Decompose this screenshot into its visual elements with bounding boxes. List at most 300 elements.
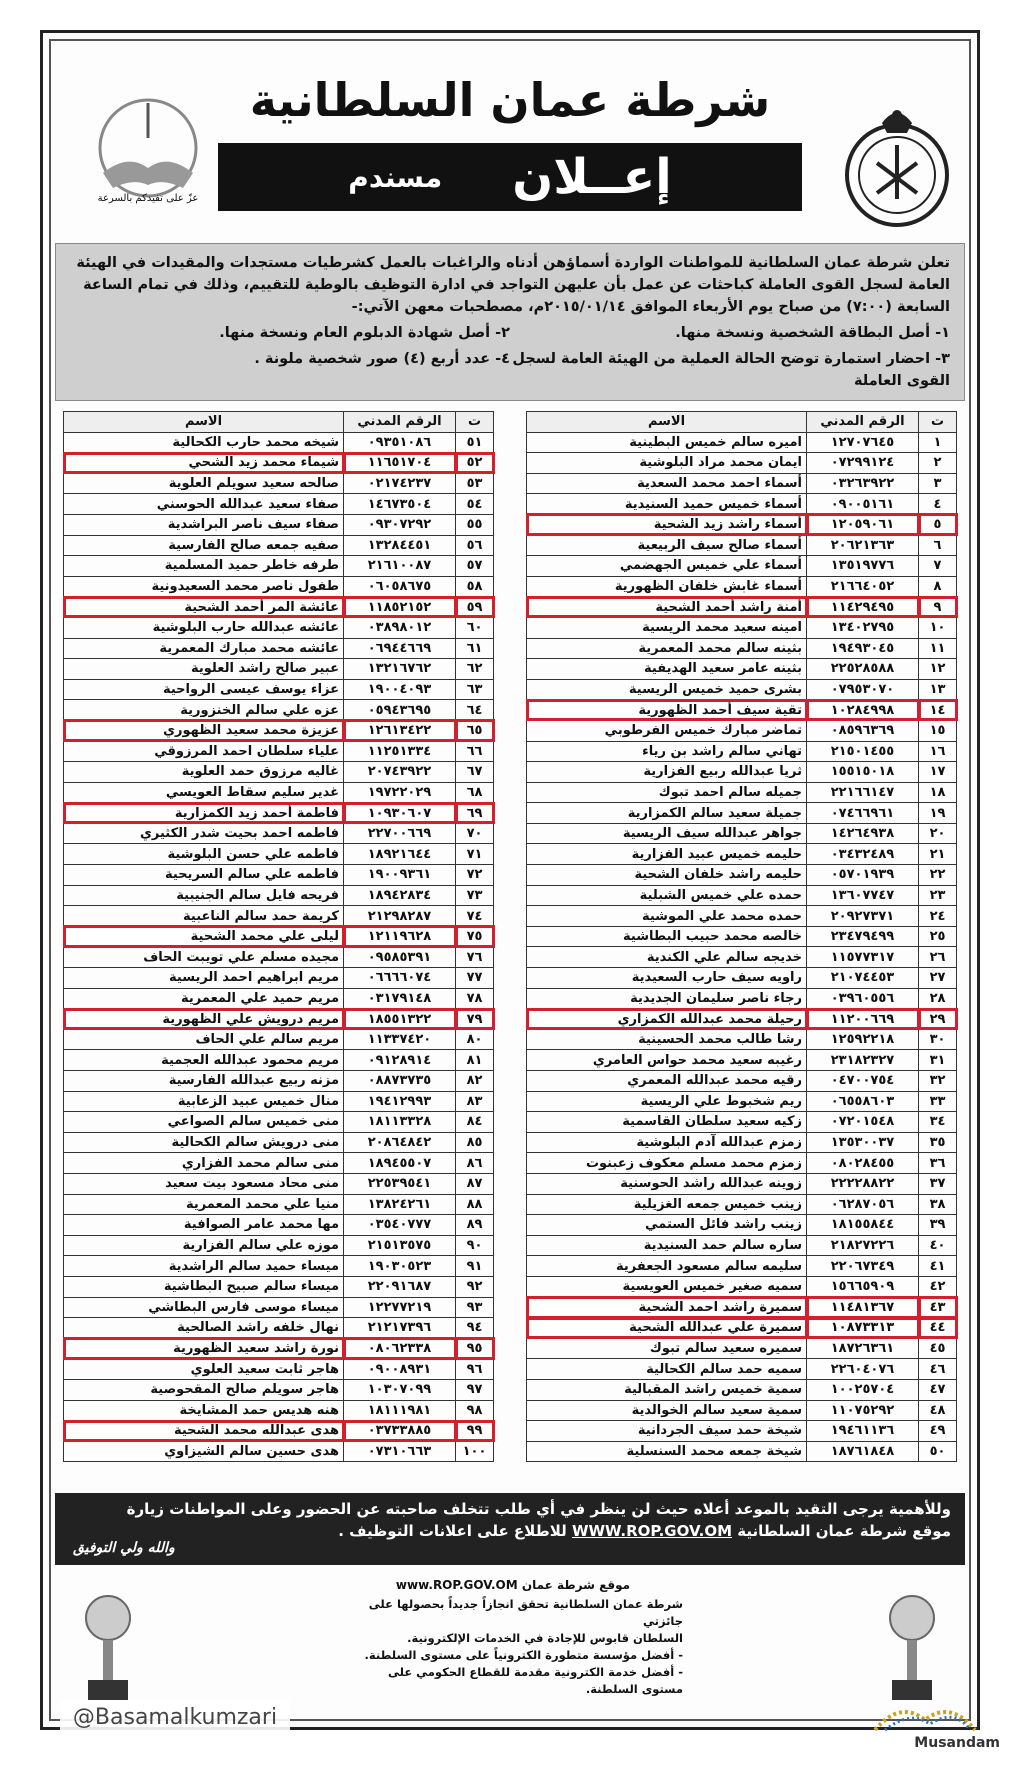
person-name: صفاء سعيد عبدالله الحوسني bbox=[64, 494, 344, 515]
row-number: ١٠٠ bbox=[456, 1441, 494, 1462]
person-name: حمده علي خميس الشبلية bbox=[527, 885, 807, 906]
table-row bbox=[527, 1132, 957, 1153]
civil-id: ٠٨٨٧٣٧٣٥ bbox=[344, 1071, 456, 1092]
row-number: ٩٥ bbox=[456, 1338, 494, 1359]
person-name: سميه صغير خميس العويسية bbox=[527, 1276, 807, 1297]
civil-id: ٠٧٢٩٩١٢٤ bbox=[807, 453, 919, 474]
person-name: راويه سيف حارب السعيدية bbox=[527, 968, 807, 989]
row-number: ٨٢ bbox=[456, 1071, 494, 1092]
person-name: سميرة راشد احمد الشحية bbox=[527, 1297, 807, 1318]
row-number: ١٠ bbox=[919, 617, 957, 638]
table-row bbox=[64, 1091, 494, 1112]
person-name: سليمه سالم مسعود الجعفرية bbox=[527, 1256, 807, 1277]
person-name: مريم حميد علي المعمرية bbox=[64, 988, 344, 1009]
table-row-highlighted bbox=[64, 1421, 494, 1442]
award-site bbox=[373, 1578, 653, 1592]
row-number: ٨٠ bbox=[456, 1029, 494, 1050]
table-row-highlighted bbox=[527, 700, 957, 721]
person-name: موزه علي سالم الفزارية bbox=[64, 1235, 344, 1256]
civil-id: ١١٥٧٧٣١٧ bbox=[807, 947, 919, 968]
row-number: ١٤ bbox=[919, 700, 957, 721]
person-name: نهال خلفه راشد الصالحية bbox=[64, 1318, 344, 1339]
row-number: ٨١ bbox=[456, 1050, 494, 1071]
table-row bbox=[527, 1256, 957, 1277]
table-row bbox=[527, 926, 957, 947]
row-number: ٩٢ bbox=[456, 1276, 494, 1297]
table-row-highlighted bbox=[527, 514, 957, 535]
civil-id: ١١٣٣٧٤٢٠ bbox=[344, 1029, 456, 1050]
civil-id: ٢١٦٦٤٠٥٢ bbox=[807, 576, 919, 597]
row-number: ٣٠ bbox=[919, 1029, 957, 1050]
table-row bbox=[64, 1153, 494, 1174]
civil-id: ٠٢١٧٤٢٣٧ bbox=[344, 473, 456, 494]
civil-id: ١٨٩٢١٦٤٤ bbox=[344, 844, 456, 865]
row-number: ٤٦ bbox=[919, 1359, 957, 1380]
header-id: الرقم المدني bbox=[807, 412, 919, 433]
civil-id: ٠٣٤٣٢٤٨٩ bbox=[807, 844, 919, 865]
table-row-highlighted bbox=[64, 926, 494, 947]
civil-id: ١١٨٥٢١٥٢ bbox=[344, 597, 456, 618]
table-row bbox=[527, 803, 957, 824]
table-row bbox=[527, 638, 957, 659]
person-name: هدى حسين سالم الشيزاوي bbox=[64, 1441, 344, 1462]
civil-id: ٠٩٠٠٥١٦١ bbox=[807, 494, 919, 515]
names-table-1-50 bbox=[526, 411, 957, 1462]
person-name: زينب خميس جمعه الغزيلية bbox=[527, 1194, 807, 1215]
row-number: ٩ bbox=[919, 597, 957, 618]
civil-id: ٠٨٠٦٢٣٣٨ bbox=[344, 1338, 456, 1359]
person-name: هدى عبدالله محمد الشحية bbox=[64, 1421, 344, 1442]
table-row bbox=[64, 494, 494, 515]
award-site-caption: موقع شرطة عمان bbox=[521, 1578, 631, 1592]
person-name: خديجه سالم علي الكندية bbox=[527, 947, 807, 968]
table-row bbox=[64, 906, 494, 927]
person-name: غدير سليم سقاط العويسي bbox=[64, 782, 344, 803]
row-number: ٧٠ bbox=[456, 823, 494, 844]
row-number: ٨٤ bbox=[456, 1112, 494, 1133]
row-number: ٨٥ bbox=[456, 1132, 494, 1153]
table-row bbox=[64, 659, 494, 680]
row-number: ٤٤ bbox=[919, 1318, 957, 1339]
table-header-row bbox=[64, 412, 494, 433]
header-name: الاسم bbox=[64, 412, 344, 433]
civil-id: ١٨٩٤٢٨٣٤ bbox=[344, 885, 456, 906]
row-number: ٤٩ bbox=[919, 1421, 957, 1442]
civil-id: ١٣٥٣٠٠٣٧ bbox=[807, 1132, 919, 1153]
person-name: زمزم عبدالله آدم البلوشية bbox=[527, 1132, 807, 1153]
civil-id: ٢١٢٩٨٢٨٧ bbox=[344, 906, 456, 927]
row-number: ٧٤ bbox=[456, 906, 494, 927]
person-name: مريم سالم علي الحاف bbox=[64, 1029, 344, 1050]
rop-website-link[interactable]: WWW.ROP.GOV.OM bbox=[571, 1522, 733, 1540]
names-table-51-100 bbox=[63, 411, 494, 1462]
person-name: رشا طالب محمد الحسينية bbox=[527, 1029, 807, 1050]
table-row bbox=[527, 453, 957, 474]
civil-id: ٠٩٣٠٧٢٩٢ bbox=[344, 514, 456, 535]
table-row bbox=[527, 1071, 957, 1092]
person-name: تهاني سالم راشد بن رياء bbox=[527, 741, 807, 762]
civil-id: ٢١٢١٧٣٩٦ bbox=[344, 1318, 456, 1339]
table-row bbox=[527, 1359, 957, 1380]
table-row bbox=[64, 1318, 494, 1339]
person-name: تماضر مبارك خميس الفرطوبي bbox=[527, 720, 807, 741]
table-row bbox=[64, 1215, 494, 1236]
civil-id: ١٠٠٢٥٧٠٤ bbox=[807, 1379, 919, 1400]
table-row bbox=[527, 1112, 957, 1133]
row-number: ٤١ bbox=[919, 1256, 957, 1277]
table-row-highlighted bbox=[64, 1338, 494, 1359]
table-row bbox=[527, 844, 957, 865]
table-row bbox=[527, 1379, 957, 1400]
row-number: ٣٥ bbox=[919, 1132, 957, 1153]
row-number: ٧٧ bbox=[456, 968, 494, 989]
civil-id: ١٨١١١٩٨١ bbox=[344, 1400, 456, 1421]
row-number: ٢٩ bbox=[919, 1009, 957, 1030]
civil-id: ٢١٥٠١٤٥٥ bbox=[807, 741, 919, 762]
requirement-2: ٢- أصل شهادة الدبلوم العام ونسخة منها. bbox=[219, 325, 510, 341]
civil-id: ٠٣٨٩٨٠١٢ bbox=[344, 617, 456, 638]
person-name: منيا علي محمد المعمرية bbox=[64, 1194, 344, 1215]
header bbox=[53, 43, 967, 243]
header-num: ت bbox=[456, 412, 494, 433]
row-number: ٢٢ bbox=[919, 865, 957, 886]
award-line-4: - أفضل خدمة الكترونية مقدمة للقطاع الحكومي على مستوى السلطنة. bbox=[387, 1665, 683, 1696]
person-name: أسماء خميس حميد السنيدية bbox=[527, 494, 807, 515]
table-row bbox=[527, 988, 957, 1009]
civil-id: ٠٦٥٥٨٦٠٣ bbox=[807, 1091, 919, 1112]
civil-id: ١٢٠٥٩٠٦١ bbox=[807, 514, 919, 535]
table-row-highlighted bbox=[527, 1297, 957, 1318]
table-row bbox=[64, 473, 494, 494]
civil-id: ٠٧٩٥٣٠٧٠ bbox=[807, 679, 919, 700]
person-name: جميله سالم احمد تبوك bbox=[527, 782, 807, 803]
row-number: ١٦ bbox=[919, 741, 957, 762]
table-row-highlighted bbox=[64, 803, 494, 824]
person-name: رغيبه سعيد محمد حواس العامري bbox=[527, 1050, 807, 1071]
row-number: ٣٨ bbox=[919, 1194, 957, 1215]
person-name: شيخة جمعه محمد السنسلية bbox=[527, 1441, 807, 1462]
table-row bbox=[527, 885, 957, 906]
civil-id: ٠٣٥٤٠٧٧٧ bbox=[344, 1215, 456, 1236]
row-number: ٧٦ bbox=[456, 947, 494, 968]
civil-id: ١٤٦٧٣٥٠٤ bbox=[344, 494, 456, 515]
table-row bbox=[64, 700, 494, 721]
civil-id: ٢٣٤٧٩٤٩٩ bbox=[807, 926, 919, 947]
civil-id: ١١٢٠٠٦٦٩ bbox=[807, 1009, 919, 1030]
civil-id: ٢٢٠٦٧٣٤٩ bbox=[807, 1256, 919, 1277]
row-number: ٦٢ bbox=[456, 659, 494, 680]
civil-id: ١٠٨٧٣٣١٣ bbox=[807, 1318, 919, 1339]
person-name: نورة راشد سعيد الظهورية bbox=[64, 1338, 344, 1359]
person-name: جميلة سعيد سالم الكمزارية bbox=[527, 803, 807, 824]
civil-id: ٠٨٠٢٨٤٥٥ bbox=[807, 1153, 919, 1174]
row-number: ٩١ bbox=[456, 1256, 494, 1277]
table-row bbox=[64, 1194, 494, 1215]
person-name: أسماء علي خميس الجهضمي bbox=[527, 556, 807, 577]
civil-id: ٢٢٦٠٤٠٧٦ bbox=[807, 1359, 919, 1380]
closing-line-1: وللأهمية يرجى التقيد بالموعد أعلاه حيث لن ينظر في أي طلب تتخلف صاحبته عن الحضور وعلى المواطنات زيارة bbox=[126, 1500, 951, 1518]
table-row bbox=[64, 968, 494, 989]
civil-id: ٢٢٢٢٨٨٢٢ bbox=[807, 1173, 919, 1194]
person-name: ريم شخبوط علي الريسية bbox=[527, 1091, 807, 1112]
table-row bbox=[527, 1091, 957, 1112]
row-number: ١ bbox=[919, 432, 957, 453]
table-row bbox=[64, 1297, 494, 1318]
person-name: هاجر ثابت سعيد العلوي bbox=[64, 1359, 344, 1380]
civil-id: ١٢٢٧٧٢١٩ bbox=[344, 1297, 456, 1318]
table-row bbox=[527, 1173, 957, 1194]
person-name: منى سالم محمد الفزاري bbox=[64, 1153, 344, 1174]
table-row bbox=[527, 1338, 957, 1359]
row-number: ٤ bbox=[919, 494, 957, 515]
table-row-highlighted bbox=[527, 1009, 957, 1030]
civil-id: ٢١٥١٣٥٧٥ bbox=[344, 1235, 456, 1256]
person-name: غاليه مرزوق حمد العلوية bbox=[64, 762, 344, 783]
person-name: تقية سيف أحمد الظهورية bbox=[527, 700, 807, 721]
row-number: ٤٢ bbox=[919, 1276, 957, 1297]
table-row bbox=[527, 535, 957, 556]
table-row bbox=[64, 1379, 494, 1400]
person-name: أمنة راشد أحمد الشحية bbox=[527, 597, 807, 618]
announcement-sheet bbox=[40, 30, 980, 1730]
person-name: رقيه محمد عبدالله المعمري bbox=[527, 1071, 807, 1092]
civil-id: ٢٠٩٢٧٣٧١ bbox=[807, 906, 919, 927]
table-row bbox=[527, 762, 957, 783]
civil-id: ١٨٧٦١٨٤٨ bbox=[807, 1441, 919, 1462]
civil-id: ٠٦٠٥٨٦٧٥ bbox=[344, 576, 456, 597]
table-row bbox=[527, 1215, 957, 1236]
civil-id: ١٠٢٨٤٩٩٨ bbox=[807, 700, 919, 721]
civil-id: ١٣٤٠٢٧٩٥ bbox=[807, 617, 919, 638]
row-number: ٣٢ bbox=[919, 1071, 957, 1092]
table-header-row bbox=[527, 412, 957, 433]
civil-id: ١٣٥١٩٧٧٦ bbox=[807, 556, 919, 577]
announcement-banner bbox=[218, 143, 802, 211]
row-number: ٩٠ bbox=[456, 1235, 494, 1256]
person-name: ثريا عبدالله ربيع الفزارية bbox=[527, 762, 807, 783]
civil-id: ١٩٠٣٠٥٢٣ bbox=[344, 1256, 456, 1277]
person-name: طرفه خاطر حميد المسلمية bbox=[64, 556, 344, 577]
row-number: ٧٢ bbox=[456, 865, 494, 886]
person-name: هاجر سويلم صالح المقحوصية bbox=[64, 1379, 344, 1400]
award-line-2: السلطان قابوس للإجادة في الخدمات الإلكترونية. bbox=[407, 1631, 683, 1645]
person-name: سمية سعيد سالم الخوالدية bbox=[527, 1400, 807, 1421]
table-row bbox=[64, 1029, 494, 1050]
civil-id: ٢١٦١٠٠٨٧ bbox=[344, 556, 456, 577]
person-name: حليمه راشد خلفان الشحية bbox=[527, 865, 807, 886]
row-number: ٧ bbox=[919, 556, 957, 577]
logo-caption: عزّ على تفيدكم بالسرعة bbox=[97, 193, 199, 204]
person-name: عزاء يوسف عيسى الرواحية bbox=[64, 679, 344, 700]
person-name: طفول ناصر محمد السعيدونية bbox=[64, 576, 344, 597]
table-row bbox=[64, 947, 494, 968]
row-number: ٢٦ bbox=[919, 947, 957, 968]
civil-id: ٠٨٥٩٦٣٦٩ bbox=[807, 720, 919, 741]
table-row bbox=[527, 1441, 957, 1462]
table-row bbox=[64, 1112, 494, 1133]
closing-signature: والله ولي التوفيق bbox=[73, 1540, 175, 1556]
person-name: بثينه عامر سعيد الهديفية bbox=[527, 659, 807, 680]
civil-id: ٠٧٤٦٦٩٦١ bbox=[807, 803, 919, 824]
person-name: امينه سعيد محمد الريسية bbox=[527, 617, 807, 638]
table-row bbox=[527, 1153, 957, 1174]
table-row-highlighted bbox=[527, 1318, 957, 1339]
notice-paragraph: تعلن شرطة عمان السلطانية للمواطنات الواردة أسماؤهن أدناه والراغبات بالعمل كشرطيات مستجدات والمقيدات في الهيئة العامة لسجل القوى العاملة كباحثات عن عمل بأن عليهن التواجد في ادارة التوظيف بالوطية للتقييم، وذلك في تمام الساعة السابعة (٧:٠٠) من صباح يوم الأربعاء الموافق ٢٠١٥/٠١/١٤م، مصطحبات معهن الآتي:- bbox=[76, 255, 950, 315]
civil-id: ١٢٥٩٢٢١٨ bbox=[807, 1029, 919, 1050]
requirements-row-1 bbox=[70, 322, 950, 344]
table-row bbox=[64, 782, 494, 803]
civil-id: ٠٩٥٨٥٣٩١ bbox=[344, 947, 456, 968]
person-name: فاطمه علي سالم السريحية bbox=[64, 865, 344, 886]
header-name: الاسم bbox=[527, 412, 807, 433]
civil-id: ١٣٢١٦٧٦٢ bbox=[344, 659, 456, 680]
person-name: شيماء محمد زيد الشحي bbox=[64, 453, 344, 474]
civil-id: ١٣٢٨٤٤٥١ bbox=[344, 535, 456, 556]
person-name: مزنه ربيع عبدالله الفارسية bbox=[64, 1071, 344, 1092]
table-row bbox=[527, 576, 957, 597]
table-row-highlighted bbox=[64, 453, 494, 474]
civil-id: ٢٠٧٤٣٩٢٢ bbox=[344, 762, 456, 783]
row-number: ٤٣ bbox=[919, 1297, 957, 1318]
civil-id: ١٩٠٠٩٣٦١ bbox=[344, 865, 456, 886]
person-name: حمده محمد علي الموشية bbox=[527, 906, 807, 927]
table-row bbox=[64, 1235, 494, 1256]
person-name: منى خميس سالم الصواعي bbox=[64, 1112, 344, 1133]
table-row bbox=[527, 1276, 957, 1297]
table-row bbox=[64, 865, 494, 886]
civil-id: ٢٢١٦٦١٤٧ bbox=[807, 782, 919, 803]
civil-id: ١٨٩٤٥٥٠٧ bbox=[344, 1153, 456, 1174]
civil-id: ١٩٤٦١١٣٦ bbox=[807, 1421, 919, 1442]
person-name: حليمه خميس عبيد الفزارية bbox=[527, 844, 807, 865]
table-row bbox=[527, 473, 957, 494]
civil-id: ١١٦٥١٧٠٤ bbox=[344, 453, 456, 474]
header-id: الرقم المدني bbox=[344, 412, 456, 433]
row-number: ١١ bbox=[919, 638, 957, 659]
banner-title: إعــلان bbox=[512, 149, 672, 205]
person-name: عائشه محمد مبارك المعمرية bbox=[64, 638, 344, 659]
row-number: ٢ bbox=[919, 453, 957, 474]
civil-id: ١٩٠٠٤٠٩٣ bbox=[344, 679, 456, 700]
row-number: ٥١ bbox=[456, 432, 494, 453]
civil-id: ٠٣١٧٩١٤٨ bbox=[344, 988, 456, 1009]
person-name: سميره سعيد سالم تبوك bbox=[527, 1338, 807, 1359]
person-name: كريمة حمد سالم الناعبية bbox=[64, 906, 344, 927]
person-name: شيخه محمد حارب الكحالية bbox=[64, 432, 344, 453]
row-number: ٥٤ bbox=[456, 494, 494, 515]
table-row-highlighted bbox=[527, 597, 957, 618]
person-name: زمزم محمد مسلم معكوف زعبنوت bbox=[527, 1153, 807, 1174]
person-name: سميه حمد سالم الكحالية bbox=[527, 1359, 807, 1380]
row-number: ٣٧ bbox=[919, 1173, 957, 1194]
person-name: عبير صالح راشد العلوية bbox=[64, 659, 344, 680]
civil-id: ٠٣٢٦٣٩٢٢ bbox=[807, 473, 919, 494]
row-number: ٢٣ bbox=[919, 885, 957, 906]
row-number: ٨٧ bbox=[456, 1173, 494, 1194]
row-number: ٨٦ bbox=[456, 1153, 494, 1174]
person-name: أسماء صالح سيف الربيعية bbox=[527, 535, 807, 556]
row-number: ٧٩ bbox=[456, 1009, 494, 1030]
person-name: صفيه جمعه صالح الفارسية bbox=[64, 535, 344, 556]
person-name: عائشة المر أحمد الشحية bbox=[64, 597, 344, 618]
table-row bbox=[64, 514, 494, 535]
table-row bbox=[527, 1235, 957, 1256]
row-number: ١٨ bbox=[919, 782, 957, 803]
table-row bbox=[64, 432, 494, 453]
table-row bbox=[64, 1400, 494, 1421]
person-name: هنه هديس حمد المشايخة bbox=[64, 1400, 344, 1421]
civil-id: ١٣٨٢٤٢٦١ bbox=[344, 1194, 456, 1215]
row-number: ٥٧ bbox=[456, 556, 494, 577]
table-row bbox=[527, 823, 957, 844]
person-name: رجاء ناصر سليمان الجديدية bbox=[527, 988, 807, 1009]
musandam-watermark-icon bbox=[870, 1690, 980, 1736]
table-row bbox=[64, 1132, 494, 1153]
person-name: ميساء حميد سالم الراشدية bbox=[64, 1256, 344, 1277]
table-row bbox=[527, 556, 957, 577]
civil-id: ٢٢٧٠٠٦٦٩ bbox=[344, 823, 456, 844]
table-row bbox=[527, 494, 957, 515]
row-number: ٩٤ bbox=[456, 1318, 494, 1339]
row-number: ١٥ bbox=[919, 720, 957, 741]
row-number: ٩٣ bbox=[456, 1297, 494, 1318]
table-row bbox=[527, 1029, 957, 1050]
award-line-3: - أفضل مؤسسة متطورة الكترونياً على مستوى السلطنة. bbox=[364, 1648, 683, 1662]
person-name: اميره سالم خميس البطينية bbox=[527, 432, 807, 453]
row-number: ٤٨ bbox=[919, 1400, 957, 1421]
row-number: ١٢ bbox=[919, 659, 957, 680]
person-name: سميرة علي عبدالله الشحية bbox=[527, 1318, 807, 1339]
table-body-left bbox=[64, 432, 494, 1462]
civil-id: ١١٤٢٩٤٩٥ bbox=[807, 597, 919, 618]
requirement-1: ١- أصل البطاقة الشخصية ونسخة منها. bbox=[675, 325, 950, 341]
civil-id: ٢٠٦٢١٣٦٣ bbox=[807, 535, 919, 556]
row-number: ٩٨ bbox=[456, 1400, 494, 1421]
table-row bbox=[64, 576, 494, 597]
civil-id: ٢١٨٢٧٢٢٦ bbox=[807, 1235, 919, 1256]
civil-id: ٠٤٧٠٠٧٥٤ bbox=[807, 1071, 919, 1092]
requirements-row-2 bbox=[70, 348, 950, 392]
row-number: ٥ bbox=[919, 514, 957, 535]
person-name: ميساء موسى فارس البطاشي bbox=[64, 1297, 344, 1318]
person-name: صفاء سيف ناصر البراشدية bbox=[64, 514, 344, 535]
table-row bbox=[64, 1359, 494, 1380]
civil-id: ٢٣١٨٢٣٢٧ bbox=[807, 1050, 919, 1071]
civil-id: ١٠٣٠٧٠٩٩ bbox=[344, 1379, 456, 1400]
row-number: ٥٩ bbox=[456, 597, 494, 618]
table-row bbox=[64, 885, 494, 906]
civil-id: ٠٦٦٦٦٠٧٤ bbox=[344, 968, 456, 989]
person-name: مريم محمود عبدالله العجمية bbox=[64, 1050, 344, 1071]
person-name: ايمان محمد مراد البلوشية bbox=[527, 453, 807, 474]
page-title: شرطة عمان السلطانية bbox=[249, 73, 771, 127]
notice-box bbox=[55, 243, 965, 401]
civil-id: ٠٩١٢٨٩١٤ bbox=[344, 1050, 456, 1071]
row-number: ٢٧ bbox=[919, 968, 957, 989]
person-name: فاطمه احمد بحيت شدر الكثيري bbox=[64, 823, 344, 844]
names-tables bbox=[63, 411, 957, 1481]
row-number: ٦ bbox=[919, 535, 957, 556]
award-site-url[interactable]: www.ROP.GOV.OM bbox=[395, 1578, 518, 1592]
row-number: ٩٩ bbox=[456, 1421, 494, 1442]
person-name: شيخة حمد سيف الجردانية bbox=[527, 1421, 807, 1442]
table-row bbox=[64, 535, 494, 556]
table-row bbox=[527, 968, 957, 989]
row-number: ٢٥ bbox=[919, 926, 957, 947]
table-row bbox=[64, 617, 494, 638]
person-name: أسماء غابش خلفان الظهورية bbox=[527, 576, 807, 597]
civil-id: ٠٣٩٦٠٥٥٦ bbox=[807, 988, 919, 1009]
